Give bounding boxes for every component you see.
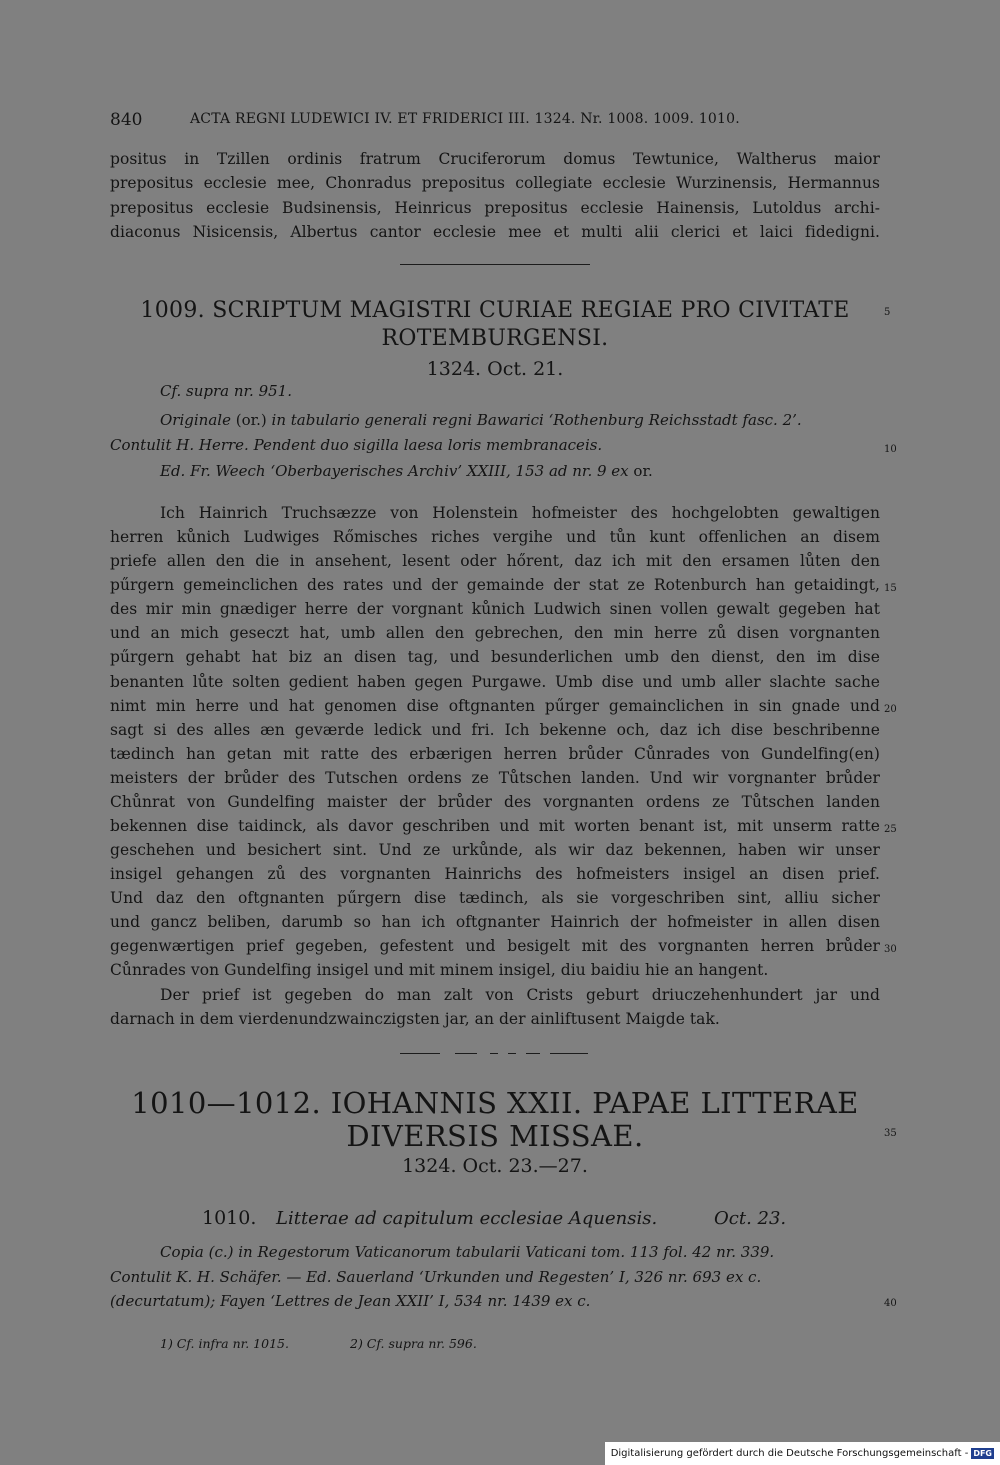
text-line: und gancz beliben, darumb so han ich oftgnanter Hainrich der hofmeister in allen disen (110, 913, 880, 931)
margin-line-number: 30 (884, 944, 897, 955)
text-line: nimt min herre und hat genomen dise oftgnanten pűrger gemainclichen in sin gnade und (110, 697, 880, 715)
reference-original-rest: in tabulario generali regni Bawarici ‘Rothenburg Reichsstadt fasc. 2’. (271, 411, 802, 429)
document-date: 1324. Oct. 21. (426, 358, 564, 380)
text-line: und an mich geseczt hat, umb allen den gebrechen, den min herre zů disen vorgnanten (110, 624, 880, 642)
separator-rule (550, 1053, 588, 1054)
running-title: ACTA REGNI LUDEWICI IV. ET FRIDERICI III. 1324. Nr. 1008. 1009. 1010. (190, 111, 740, 127)
document-title: 1010—1012. IOHANNIS XXII. PAPAE LITTERAE (131, 1086, 859, 1120)
text-line: priefe allen den die in ansehent, lesent oder hőrent, daz ich mit den ersamen lůten den (110, 552, 880, 570)
reference-original-word: Originale (160, 411, 231, 429)
margin-line-number: 25 (884, 824, 897, 835)
reference-original-abbr: (or.) (230, 411, 272, 429)
page-number: 840 (110, 110, 143, 130)
document-title: ROTEMBURGENSI. (381, 326, 609, 351)
text-line: tædinch han getan mit ratte des erbærigen herren brůder Cůnrades von Gundelfing(en) (110, 745, 880, 763)
margin-line-number: 5 (884, 307, 891, 318)
separator-rule (400, 1053, 440, 1054)
separator-rule (400, 264, 590, 265)
text-line: positus in Tzillen ordinis fratrum Cruciferorum domus Tewtunice, Waltherus maior (110, 150, 880, 168)
reference-edition-text: Ed. Fr. Weech ‘Oberbayerisches Archiv’ XXIII, 153 ad nr. 9 ex (160, 462, 629, 480)
margin-line-number: 35 (884, 1128, 897, 1139)
text-line: gegenwærtigen prief gegeben, gefestent und besigelt mit des vorgnanten herren brůder (110, 937, 880, 955)
reference-copy: Copia (c.) in Regestorum Vaticanorum tabularii Vaticani tom. 113 fol. 42 nr. 339. (160, 1243, 775, 1261)
footnote: 2) Cf. supra nr. 596. (350, 1336, 477, 1351)
document-title: 1009. SCRIPTUM MAGISTRI CURIAE REGIAE PRO CIVITATE (140, 298, 850, 323)
reference-edition: (decurtatum); Fayen ‘Lettres de Jean XXII’ I, 534 nr. 1439 ex c. (110, 1292, 591, 1310)
text-line: geschehen und besichert sint. Und ze urkůnde, als wir daz bekennen, haben wir unser (110, 841, 880, 859)
document-date: 1324. Oct. 23.—27. (402, 1155, 588, 1177)
text-line: darnach in dem vierdenundzwainczigsten jar, an der ainliftusent Maigde tak. (110, 1010, 720, 1028)
separator-rule (508, 1053, 516, 1054)
text-line: sagt si des alles æn geværde ledick und fri. Ich bekenne och, daz ich dise beschribenne (110, 721, 880, 739)
separator-rule (490, 1053, 498, 1054)
margin-line-number: 40 (884, 1298, 897, 1309)
reference-collation: Contulit H. Herre. Pendent duo sigilla laesa loris membranaceis. (110, 436, 603, 454)
text-line: bekennen dise taidinck, als davor geschriben und mit worten benant ist, mit unserm ratte (110, 817, 880, 835)
document-number: 1010. (202, 1207, 257, 1229)
text-line: pűrgern gemeinclichen des rates und der gemainde der stat ze Rotenburch han getaidingt, (110, 576, 880, 594)
text-line: meisters der brůder des Tutschen ordens ze Tůtschen landen. Und wir vorgnanter brůder (110, 769, 880, 787)
text-line: prepositus ecclesie mee, Chonradus prepositus collegiate ecclesie Wurzinensis, Hermannus (110, 174, 880, 192)
text-line: des mir min gnædiger herre der vorgnant kůnich Ludwich sinen vollen gewalt gegeben hat (110, 600, 880, 618)
text-line: Der prief ist gegeben do man zalt von Crists geburt driuczehenhundert jar und (160, 986, 880, 1004)
text-line: prepositus ecclesie Budsinensis, Heinricus prepositus ecclesie Hainensis, Lutoldus archi- (110, 199, 880, 217)
footer-text: Digitalisierung gefördert durch die Deutsche Forschungsgemeinschaft - (610, 1448, 969, 1459)
funding-footer (605, 1442, 1000, 1465)
reference-edition (160, 462, 653, 480)
dfg-logo: DFG (973, 1449, 992, 1458)
text-line: insigel gehangen zů des vorgnanten Hainrichs des hofmeisters insigel an disen prief. (110, 865, 880, 883)
margin-line-number: 15 (884, 583, 897, 594)
document-subdate: Oct. 23. (714, 1208, 787, 1229)
text-line: Chůnrat von Gundelfing maister der brůder des vorgnanten ordens ze Tůtschen landen (110, 793, 880, 811)
margin-line-number: 10 (884, 444, 897, 455)
separator-rule (526, 1053, 540, 1054)
document-subtitle: Litterae ad capitulum ecclesiae Aquensis. (276, 1208, 658, 1229)
reference-original (160, 411, 880, 429)
margin-line-number: 20 (884, 704, 897, 715)
footnote: 1) Cf. infra nr. 1015. (160, 1336, 289, 1351)
document-title: DIVERSIS MISSAE. (346, 1119, 644, 1153)
reference-edition-tail: or. (628, 462, 653, 480)
text-line: benanten lůte solten gedient haben gegen Purgawe. Umb dise und umb aller slachte sache (110, 673, 880, 691)
text-line: diaconus Nisicensis, Albertus cantor ecclesie mee et multi alii clerici et laici fidedigni. (110, 223, 880, 241)
reference-edition: Contulit K. H. Schäfer. — Ed. Sauerland ‘Urkunden und Regesten’ I, 326 nr. 693 ex c. (110, 1268, 762, 1286)
text-line: Ich Hainrich Truchsæzze von Holenstein hofmeister des hochgelobten gewaltigen (160, 504, 880, 522)
text-line: pűrgern gehabt hat biz an disen tag, und besunderlichen umb den dienst, den im dise (110, 648, 880, 666)
text-line: Cůnrades von Gundelfing insigel und mit minem insigel, diu baidiu hie an hangent. (110, 961, 769, 979)
text-line: Und daz den oftgnanten pűrgern dise tædinch, als sie vorgeschriben sint, alliu sicher (110, 889, 880, 907)
reference-cf: Cf. supra nr. 951. (160, 382, 292, 400)
separator-rule (455, 1053, 477, 1054)
text-line: herren kůnich Ludwiges Rőmisches riches vergihe und tůn kunt offenlichen an disem (110, 528, 880, 546)
